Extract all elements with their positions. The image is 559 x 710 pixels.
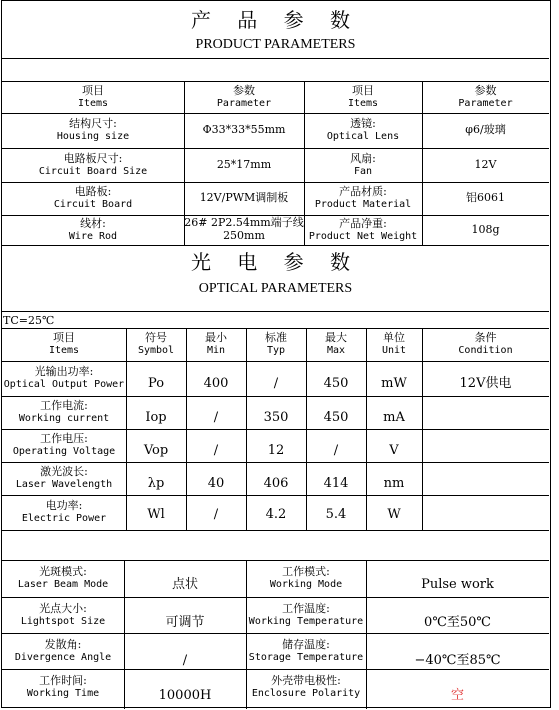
optical-typ: /: [273, 376, 279, 392]
optical-symbol: Vop: [143, 443, 169, 459]
product-title-en: PRODUCT PARAMETERS: [195, 36, 356, 52]
optical-max: /: [333, 443, 339, 459]
misc-value-working-mode: Pulse work: [421, 577, 494, 593]
optical-typ: 406: [263, 476, 289, 492]
misc-item-working-temperature: 工作温度: Working Temperature: [248, 601, 364, 627]
misc-item-working-time: 工作时间: Working Time: [26, 673, 100, 699]
optical-condition: [422, 498, 549, 533]
product-value-housing-size: Φ33*33*55mm: [202, 123, 286, 137]
optical-min: /: [213, 410, 219, 426]
misc-value-working-time: 10000H: [158, 687, 212, 703]
optical-title-zh: 光 电 参 数: [190, 249, 361, 274]
product-item-fan: 风扇: Fan: [350, 151, 376, 177]
misc-item-beam-mode: 光斑模式: Laser Beam Mode: [17, 565, 109, 591]
optical-item-output-power: 光输出功率: Optical Output Power: [3, 365, 125, 391]
optical-unit: mW: [381, 376, 407, 392]
product-header-items: 项目 Items: [77, 83, 109, 109]
product-item-wire-rod: 线材: Wire Rod: [68, 216, 118, 242]
misc-value-storage-temperature: −40℃至85℃: [414, 652, 501, 668]
optical-max: 5.4: [325, 507, 347, 523]
product-item-material: 产品材质: Product Material: [314, 185, 412, 211]
product-item-optical-lens: 透镜: Optical Lens: [326, 117, 400, 143]
product-title-zh: 产 品 参 数: [190, 7, 361, 32]
optical-min: 400: [203, 376, 229, 392]
optical-item-working-current: 工作电流: Working current: [18, 399, 110, 425]
misc-item-enclosure-polarity: 外壳带电极性: Enclosure Polarity: [251, 673, 361, 699]
optical-condition: [422, 468, 549, 501]
misc-value-beam-mode: 点状: [171, 577, 198, 593]
optical-header-min: 最小 Min: [205, 331, 227, 357]
rule: [2, 58, 549, 59]
parameter-sheet: [1, 0, 551, 708]
optical-condition: [422, 435, 549, 468]
product-item-circuit-board: 电路板: Circuit Board: [53, 185, 133, 211]
product-item-net-weight: 产品净重: Product Net Weight: [308, 216, 418, 242]
misc-value-enclosure-polarity: 空: [450, 687, 464, 703]
optical-item-operating-voltage: 工作电压: Operating Voltage: [12, 432, 116, 458]
misc-value-divergence-angle: /: [182, 652, 188, 668]
rule: [2, 245, 549, 246]
product-value-circuit-board: 12V/PWM调制板: [199, 191, 289, 205]
optical-header-symbol: 符号 Symbol: [137, 331, 175, 357]
optical-min: /: [213, 443, 219, 459]
optical-header-typ: 标准 Typ: [265, 331, 287, 357]
optical-max: 450: [323, 376, 349, 392]
optical-header-unit: 单位 Unit: [381, 331, 407, 357]
misc-value-lightspot-size: 可调节: [165, 614, 205, 630]
optical-header-condition: 条件 Condition: [458, 331, 513, 357]
optical-symbol: λp: [147, 476, 165, 492]
product-value-wire-rod: 26# 2P2.54mm端子线 250mm: [184, 216, 304, 242]
optical-unit: mA: [383, 410, 405, 426]
product-value-fan: 12V: [474, 157, 497, 171]
misc-item-divergence-angle: 发散角: Divergence Angle: [14, 637, 112, 663]
optical-symbol: Wl: [147, 507, 165, 523]
product-item-housing-size: 结构尺寸: Housing size: [56, 117, 130, 143]
optical-min: 40: [207, 476, 225, 492]
optical-typ: 4.2: [265, 507, 287, 523]
product-header-parameter: 参数 Parameter: [458, 83, 513, 109]
optical-unit: V: [389, 443, 399, 459]
misc-item-storage-temperature: 储存温度: Storage Temperature: [248, 637, 364, 663]
optical-typ: 12: [267, 443, 285, 459]
optical-item-electric-power: 电功率: Electric Power: [21, 499, 107, 525]
product-value-net-weight: 108g: [471, 222, 500, 236]
product-value-material: 铝6061: [466, 191, 505, 205]
optical-condition: [422, 402, 549, 435]
optical-item-laser-wavelength: 激光波长: Laser Wavelength: [15, 465, 113, 491]
optical-header-items: 项目 Items: [48, 331, 80, 357]
optical-symbol: Iop: [145, 410, 167, 426]
product-item-circuit-board-size: 电路板尺寸: Circuit Board Size: [38, 151, 148, 177]
optical-condition: 12V供电: [459, 376, 512, 392]
optical-title-en: OPTICAL PARAMETERS: [198, 280, 353, 296]
optical-max: 450: [323, 410, 349, 426]
product-value-circuit-board-size: 25*17mm: [216, 157, 272, 171]
optical-typ: 350: [263, 410, 289, 426]
optical-max: 414: [323, 476, 349, 492]
misc-value-working-temperature: 0℃至50℃: [424, 614, 491, 630]
optical-unit: W: [387, 507, 401, 523]
optical-unit: nm: [383, 476, 405, 492]
misc-item-working-mode: 工作模式: Working Mode: [269, 565, 343, 591]
tc-label: TC=25℃: [3, 313, 55, 327]
product-value-optical-lens: φ6/玻璃: [465, 123, 506, 137]
misc-item-lightspot-size: 光点大小: Lightspot Size: [20, 601, 106, 627]
rule: [2, 311, 549, 312]
product-header-items: 项目 Items: [347, 83, 379, 109]
optical-header-max: 最大 Max: [325, 331, 347, 357]
optical-min: /: [213, 507, 219, 523]
optical-symbol: Po: [147, 376, 165, 392]
product-header-parameter: 参数 Parameter: [216, 83, 272, 109]
